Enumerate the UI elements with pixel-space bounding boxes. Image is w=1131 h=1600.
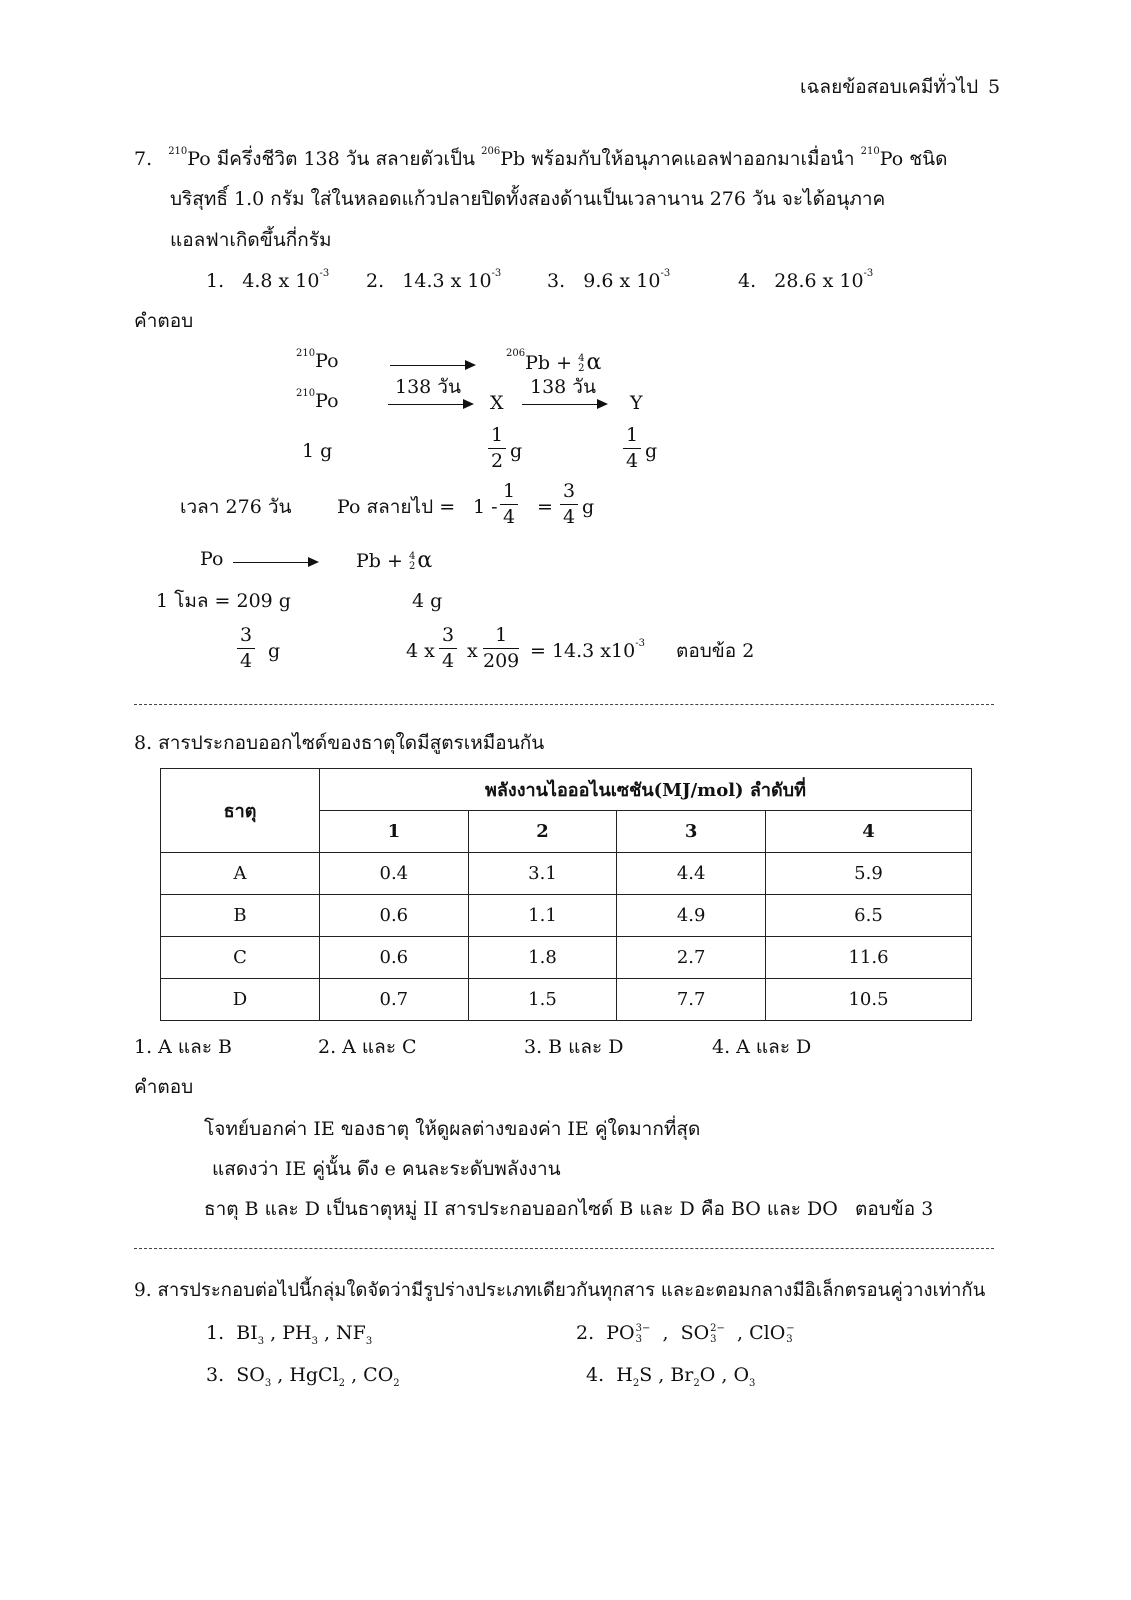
fraction-one-over-209: $\frac{1}{209}$ (483, 624, 520, 672)
fraction-three-quarter: $\frac{3}{4}$ (560, 482, 578, 527)
q9-choice-4[interactable]: 4. $H_2S$ , $Br_2O$ , $O_3$ (586, 1364, 756, 1389)
table-cell: 7.7 (617, 979, 766, 1021)
alpha-4g: 4 g (412, 590, 443, 612)
one-minus: 1 - (473, 496, 498, 518)
unit-g-4: g (268, 640, 281, 662)
table-cell: 1.5 (468, 979, 617, 1021)
alpha-symbol-1: α (586, 350, 602, 375)
q7-po-symbol: Po (187, 148, 211, 170)
q7-line-1 (134, 148, 947, 171)
table-cell: 10.5 (765, 979, 971, 1021)
table-cell: C (161, 937, 320, 979)
mole-line: 1 โมล = 209 g (156, 590, 291, 612)
fraction-one-quarter: $\frac{1}{4}$ (623, 426, 641, 471)
q8-choice-3[interactable]: 3. B และ D (524, 1036, 624, 1058)
sol-po-3: Po (200, 548, 224, 570)
table-cell: B (161, 895, 320, 937)
po-decayed-label: Po สลายไป = (337, 496, 456, 518)
table-row (161, 853, 972, 895)
table-cell: 1.8 (468, 937, 617, 979)
fraction-three-quarter-3: $\frac{3}{4}$ (439, 626, 457, 671)
q7-pb-symbol: Pb (500, 148, 526, 170)
table-header-order: 4 (765, 811, 971, 853)
table-cell: 0.6 (320, 895, 469, 937)
table-header-ie: พลังงานไอออไนเซชัน(MJ/mol) ลำดับที่ (320, 769, 972, 811)
q8-choice-2[interactable]: 2. A และ C (318, 1036, 417, 1058)
table-row (161, 937, 972, 979)
q9-choice-1[interactable]: 1. $BI_3$ , $PH_3$ , $NF_3$ (206, 1322, 373, 1347)
sol-products-3: Pb + 4 2α (356, 548, 433, 573)
sol-y: Y (630, 392, 643, 414)
q7-po-symbol-2: Po (879, 148, 904, 170)
times-sign: x (467, 640, 478, 662)
mass-1g: 1 g (302, 440, 333, 462)
q7-choice-4[interactable]: 4. 28.6 x $10^{-3}$ (738, 268, 874, 292)
q7-number: 7. (134, 148, 153, 170)
table-header-order: 1 (320, 811, 469, 853)
table-cell: D (161, 979, 320, 1021)
q9-choice-2[interactable]: 2. PO3− 3 , SO2− 3 , ClO− 3 (576, 1322, 795, 1345)
alpha-nuclide-notation-2: 4 2 (408, 551, 416, 572)
q8-explain-3: ธาตุ B และ D เป็นธาตุหมู่ II สารประกอบออกไซด์ B และ D คือ BO และ DO (204, 1198, 838, 1220)
sol-products-1: $^{206}$Pb + 4 2α (506, 348, 602, 375)
table-header-element: ธาตุ (161, 769, 320, 853)
fraction-three-quarter-2: $\frac{3}{4}$ (237, 626, 255, 671)
q7-line-3: แอลฟาเกิดขึ้นกี่กรัม (170, 229, 332, 251)
sol-x: X (490, 392, 504, 414)
reaction-arrow-2 (388, 404, 472, 405)
table-cell: 0.4 (320, 853, 469, 895)
unit-g-2: g (645, 440, 658, 462)
q8-explain-1: โจทย์บอกค่า IE ของธาตุ ให้ดูผลต่างของค่า IE คู่ใดมากที่สุด (204, 1118, 701, 1140)
time-label: เวลา 276 วัน (180, 496, 292, 518)
q7-pb-mass: 206 (481, 146, 501, 157)
table-cell: 4.4 (617, 853, 766, 895)
ionization-energy-table (160, 768, 972, 1021)
q7-choice-2[interactable]: 2. 14.3 x $10^{-3}$ (366, 268, 502, 292)
alpha-symbol-2: α (417, 548, 433, 573)
table-row (161, 895, 972, 937)
q9-choice-3[interactable]: 3. $SO_3$ , HgCl$_2$ , $CO_2$ (206, 1364, 400, 1389)
table-row (161, 979, 972, 1021)
q7-answer-label: คำตอบ (134, 310, 194, 332)
reaction-arrow-3 (522, 404, 606, 405)
unit-g-3: g (582, 496, 595, 518)
table-cell: A (161, 853, 320, 895)
table-header-order: 2 (468, 811, 617, 853)
sol-po-1: $^{210}$Po (296, 348, 339, 372)
half-life-label-2: 138 วัน (530, 376, 596, 398)
table-cell: 0.6 (320, 937, 469, 979)
equals-sign: = (537, 496, 553, 518)
fraction-one-half: $\frac{1}{2}$ (488, 426, 506, 471)
table-cell: 0.7 (320, 979, 469, 1021)
q7-choice-3[interactable]: 3. 9.6 x $10^{-3}$ (547, 268, 671, 292)
unit-g-1: g (510, 440, 523, 462)
fraction-one-quarter-2: $\frac{1}{4}$ (500, 482, 518, 527)
alpha-nuclide-notation-1: 4 2 (578, 353, 585, 374)
separator-1 (134, 704, 994, 705)
table-cell: 1.1 (468, 895, 617, 937)
header-title: เฉลยข้อสอบเคมีทั่วไป (800, 76, 979, 98)
q7-text-1b: พร้อมกับให้อนุภาคแอลฟาออกมาเมื่อนำ (531, 148, 855, 170)
calc-result: = 14.3 $x10^{-3}$ (530, 638, 645, 662)
q7-po-mass: 210 (168, 146, 188, 157)
separator-2 (134, 1248, 994, 1249)
table-cell: 11.6 (765, 937, 971, 979)
q8-question: 8. สารประกอบออกไซด์ของธาตุใดมีสูตรเหมือนกัน (134, 732, 545, 754)
table-cell: 4.9 (617, 895, 766, 937)
q9-question: 9. สารประกอบต่อไปนี้กลุ่มใดจัดว่ามีรูปร่างประเภทเดียวกันทุกสาร และอะตอมกลางมีอิเล็กตรอนคู่วางเท่ากัน (134, 1280, 986, 1301)
q7-po-mass-2: 210 (860, 146, 880, 157)
q8-explain-2: แสดงว่า IE คู่นั้น ดึง e คนละระดับพลังงาน (212, 1158, 561, 1180)
q8-answer-text: ตอบข้อ 3 (855, 1198, 934, 1220)
q7-line-2: บริสุทธิ์ 1.0 กรัม ใส่ในหลอดแก้วปลายปิดทั้งสองด้านเป็นเวลานาน 276 วัน จะได้อนุภาค (170, 188, 886, 210)
sol-po-2: $^{210}$Po (296, 388, 339, 412)
q8-answer-label: คำตอบ (134, 1076, 194, 1098)
table-cell: 6.5 (765, 895, 971, 937)
table-cell: 2.7 (617, 937, 766, 979)
table-cell: 3.1 (468, 853, 617, 895)
calc-prefix: 4 x (406, 640, 435, 662)
q7-text-1c: ชนิด (909, 148, 948, 170)
reaction-arrow-4 (233, 562, 317, 563)
reaction-arrow-1 (390, 365, 474, 366)
half-life-label-1: 138 วัน (395, 376, 461, 398)
q7-choice-1[interactable]: 1. 4.8 x $10^{-3}$ (206, 268, 330, 292)
table-cell: 5.9 (765, 853, 971, 895)
q8-choice-4[interactable]: 4. A และ D (712, 1036, 812, 1058)
table-header-order: 3 (617, 811, 766, 853)
q7-text-1a: มีครึ่งชีวิต 138 วัน สลายตัวเป็น (216, 148, 476, 170)
q7-answer-text: ตอบข้อ 2 (676, 640, 755, 662)
q8-choice-1[interactable]: 1. A และ B (134, 1036, 233, 1058)
page-number: 5 (988, 76, 1001, 98)
